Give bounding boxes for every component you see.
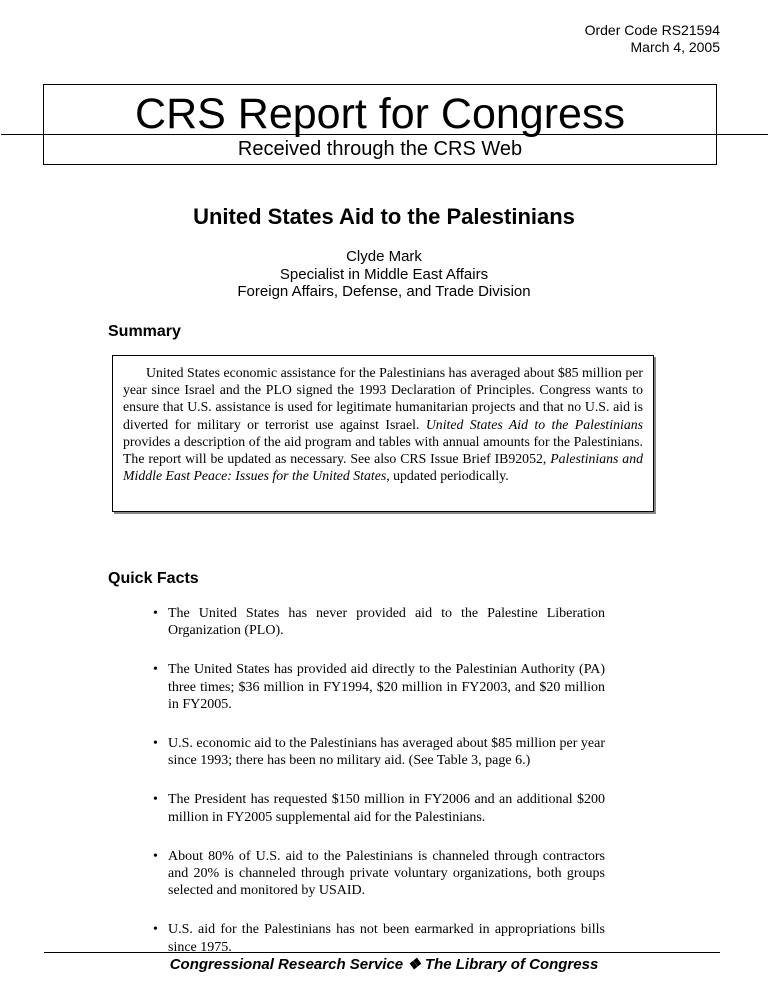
report-date: March 4, 2005 <box>630 39 720 55</box>
author-division: Foreign Affairs, Defense, and Trade Division <box>237 283 531 300</box>
bullet-icon: • <box>153 922 158 938</box>
banner-title: CRS Report for Congress <box>135 90 625 138</box>
quick-fact-item <box>153 921 605 955</box>
author-title: Specialist in Middle East Affairs <box>279 265 489 283</box>
author-block <box>0 248 768 301</box>
footer-divider <box>44 952 720 953</box>
banner-divider <box>1 134 768 135</box>
quick-fact-text: The United States has provided aid directly to the Palestinian Authority (PA) three times; $36 million in FY1994, $20 million in FY2003, and $20 million in FY2005. <box>168 662 605 712</box>
report-title: United States Aid to the Palestinians <box>193 204 575 229</box>
author-name: Clyde Mark <box>346 248 422 265</box>
summary-text-part-3: , updated periodically. <box>386 468 509 484</box>
summary-text-part-1: United States economic assistance for the Palestinians has averaged about $85 million per year since Israel and the PLO signed the 1993 Declaration of Principles. Congress wants to ensure that U.S. assistance is used for legitimate humanitarian projects and that no U.S. aid is diverted for military or terrorist use against Israel. <box>123 365 643 432</box>
quick-fact-text: The President has requested $150 million in FY2006 and an additional $200 million in FY2005 supplemental aid for the Palestinians. <box>168 792 605 825</box>
bullet-icon: • <box>153 848 158 864</box>
quick-facts-heading: Quick Facts <box>108 570 199 587</box>
bullet-icon: • <box>153 792 158 808</box>
summary-heading: Summary <box>108 323 181 340</box>
quick-fact-text: U.S. aid for the Palestinians has not been earmarked in appropriations bills since 1975. <box>168 922 605 955</box>
summary-report-title: United States Aid to the Palestinians <box>425 416 644 432</box>
order-code-block <box>585 22 720 56</box>
summary-issue-brief-title: Palestinians and Middle East Peace: Issues for the United States <box>123 451 643 484</box>
report-banner <box>43 84 717 165</box>
footer-text: Congressional Research Service ❖ The Library of Congress <box>169 956 599 973</box>
bullet-icon: • <box>153 662 158 678</box>
order-code: Order Code RS21594 <box>584 22 720 38</box>
quick-facts-list <box>153 605 605 978</box>
quick-fact-text: The United States has never provided aid to the Palestine Liberation Organization (PLO). <box>168 606 605 639</box>
summary-box <box>112 355 654 512</box>
bullet-icon: • <box>153 736 158 752</box>
quick-fact-item <box>153 661 605 713</box>
bullet-icon: • <box>153 606 158 621</box>
summary-text <box>123 364 643 484</box>
quick-fact-item <box>153 848 605 900</box>
quick-fact-item <box>153 791 605 825</box>
quick-fact-item <box>153 735 605 769</box>
quick-fact-text: U.S. economic aid to the Palestinians has averaged about $85 million per year since 1993; there has been no military aid. (See Table 3, page 6.) <box>168 736 605 769</box>
summary-text-part-2: provides a description of the aid program and tables with annual amounts for the Palestinians. The report will be updated as necessary. See also CRS Issue Brief IB92052, <box>123 433 643 467</box>
quick-fact-text: About 80% of U.S. aid to the Palestinians is channeled through contractors and 20% is channeled through private voluntary organizations, both groups selected and monitored by USAID. <box>168 848 605 899</box>
quick-fact-item <box>153 605 605 639</box>
banner-subtitle: Received through the CRS Web <box>237 138 523 160</box>
